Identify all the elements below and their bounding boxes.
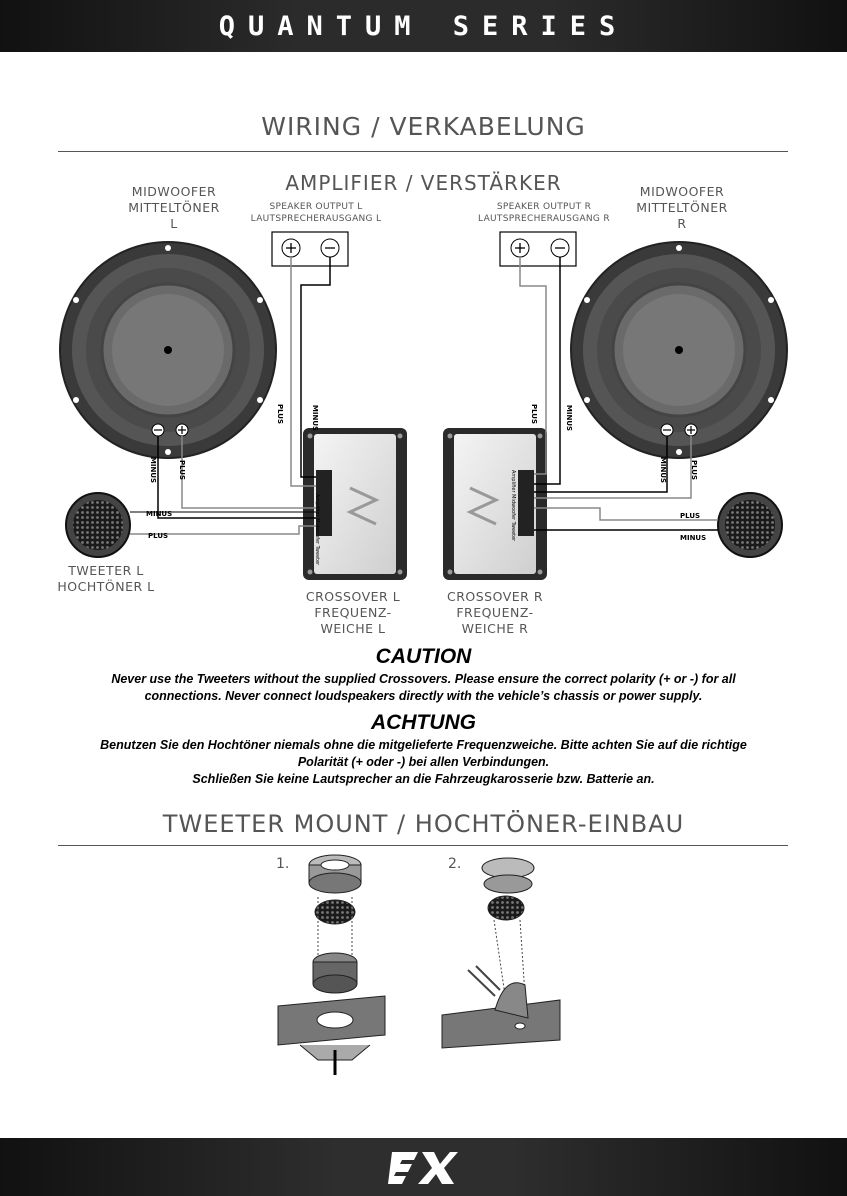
wire-label-woofer-l-plus: PLUS	[178, 459, 187, 481]
midwoofer-l-line3: L	[170, 216, 178, 231]
wire-label-r-minus: MINUS	[565, 404, 574, 432]
wire-label-tweeter-l-minus: MINUS	[146, 510, 173, 518]
amp-terminal-l	[272, 232, 348, 266]
speaker-output-r-line2: LAUTSPRECHERAUSGANG R	[478, 214, 610, 224]
wire-label-l-minus: MINUS	[311, 404, 320, 432]
wire-label-tweeter-r-minus: MINUS	[680, 534, 707, 542]
wire-label-tweeter-l-plus: PLUS	[148, 532, 169, 540]
crossover-r-line2: FREQUENZ-	[456, 605, 534, 620]
crossover-r-line1: CROSSOVER R	[446, 589, 544, 604]
tweeter-l-line2: HOCHTÖNER L	[57, 579, 155, 594]
mount-rule	[58, 845, 788, 846]
midwoofer-r-line3: R	[677, 216, 687, 231]
wire-label-r-plus: PLUS	[530, 403, 539, 425]
mount-step2-drawing	[442, 858, 560, 1048]
speaker-output-r-line1: SPEAKER OUTPUT R	[496, 202, 592, 212]
mount-title: TWEETER MOUNT / HOCHTÖNER-EINBAU	[162, 810, 685, 838]
achtung-line1: Benutzen Sie den Hochtöner niemals ohne die mitgelieferte Frequenzweiche. Bitte achten Sie auf die richtige	[100, 738, 747, 752]
mount-step-1: 1.	[276, 856, 290, 872]
achtung-line2: Polarität (+ oder -) bei allen Verbindungen.	[297, 755, 550, 769]
wire-label-tweeter-r-plus: PLUS	[680, 512, 701, 520]
speaker-output-l-line2: LAUTSPRECHERAUSGANG L	[250, 214, 382, 224]
crossover-l-line3: WEICHE L	[320, 621, 386, 636]
wire-label-woofer-l-minus: MINUS	[149, 456, 158, 484]
crossover-l-line1: CROSSOVER L	[305, 589, 401, 604]
wire-label-l-plus: PLUS	[276, 403, 285, 425]
tweeter-l-line1: TWEETER L	[68, 563, 144, 578]
tweeter-r	[718, 493, 782, 557]
mount-step1-drawing	[278, 855, 385, 1075]
amp-terminal-r	[500, 232, 576, 266]
achtung-text	[30, 737, 817, 788]
esx-logo-icon	[388, 1148, 458, 1188]
caution-line1: Never use the Tweeters without the supplied Crossovers. Please ensure the correct polarity (+ or -) for all	[111, 672, 736, 686]
page-footer	[0, 1138, 847, 1196]
achtung-title: ACHTUNG	[371, 711, 476, 734]
wiring-title: WIRING / VERKABELUNG	[261, 112, 586, 141]
amplifier-title: AMPLIFIER / VERSTÄRKER	[285, 171, 562, 195]
wire-label-woofer-r-minus: MINUS	[659, 456, 668, 484]
crossover-l-panel-text: Amplifier Midwoofer Tweeter	[314, 494, 320, 566]
caution-text	[40, 671, 807, 705]
series-title: QUANTUM SERIES	[218, 11, 629, 42]
crossover-l-line2: FREQUENZ-	[314, 605, 392, 620]
crossover-r-panel-text: Amplifier Midwoofer Tweeter	[510, 470, 516, 542]
crossover-r-line3: WEICHE R	[461, 621, 529, 636]
caution-line2: connections. Never connect loudspeakers directly with the vehicle’s chassis or power supply.	[144, 689, 703, 703]
midwoofer-l-speaker	[60, 242, 276, 458]
midwoofer-l-line1: MIDWOOFER	[131, 184, 217, 199]
wire-label-woofer-r-plus: PLUS	[690, 459, 699, 481]
mount-step-2: 2.	[448, 856, 462, 872]
achtung-line3: Schließen Sie keine Lautsprecher an die Fahrzeugkarosserie bzw. Batterie an.	[192, 772, 655, 786]
crossover-r-box	[443, 428, 547, 580]
tweeter-l	[66, 493, 130, 557]
speaker-output-l-line1: SPEAKER OUTPUT L	[269, 202, 363, 212]
midwoofer-l-line2: MITTELTÖNER	[128, 200, 220, 215]
midwoofer-r-speaker	[571, 242, 787, 458]
caution-title: CAUTION	[375, 645, 472, 668]
midwoofer-r-line2: MITTELTÖNER	[636, 200, 728, 215]
midwoofer-r-line1: MIDWOOFER	[639, 184, 725, 199]
